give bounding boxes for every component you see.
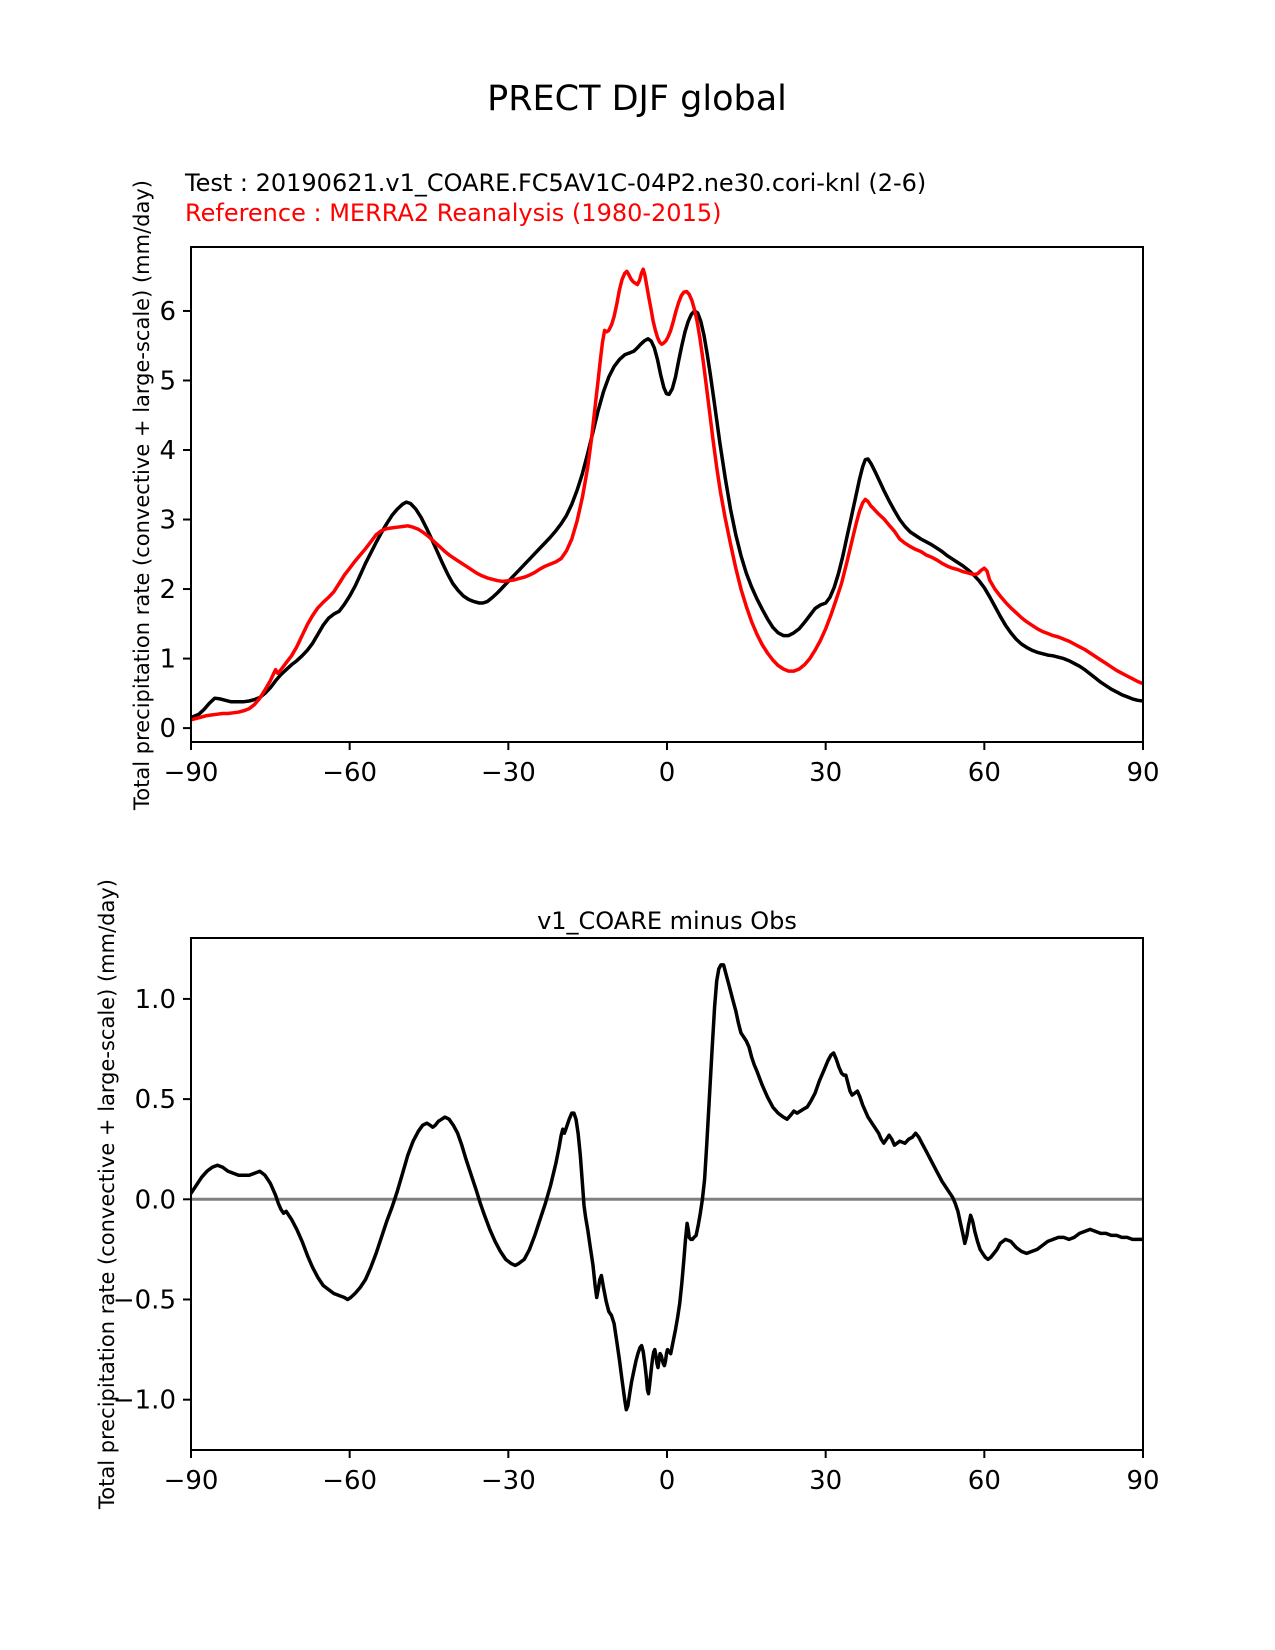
difference-curve (191, 965, 1143, 1410)
bottom-plot-x-tick-label: −90 (163, 1466, 219, 1496)
top-plot-x-tick-label: −90 (163, 758, 219, 788)
bottom-plot-x-tick-label: 0 (658, 1466, 676, 1496)
top-plot-x-tick-label: 30 (809, 758, 843, 788)
top-plot-y-tick-label: 1 (159, 644, 176, 675)
reference-curve (191, 269, 1143, 720)
main-title: PRECT DJF global (487, 79, 787, 119)
bottom-plot-y-axis-label: Total precipitation rate (convective + large-scale) (mm/day) (95, 879, 119, 1509)
bottom-plot-y-tick-label: 0.5 (134, 1085, 176, 1116)
top-plot-y-tick-label: 5 (159, 366, 176, 397)
reference-run-label: Reference : MERRA2 Reanalysis (1980-2015) (185, 199, 722, 227)
bottom-plot-y-tick-label: −0.5 (112, 1285, 176, 1316)
test-curve (191, 311, 1143, 718)
test-run-label: Test : 20190621.v1_COARE.FC5AV1C-04P2.ne30.cori-knl (2-6) (185, 169, 927, 197)
bottom-plot-x-tick-label: 30 (809, 1466, 843, 1496)
bottom-plot-x-tick-label: 90 (1126, 1466, 1160, 1496)
bottom-plot-x-tick-label: −30 (480, 1466, 536, 1496)
top-plot-x-tick-label: −30 (480, 758, 536, 788)
top-plot-x-tick-label: 90 (1126, 758, 1160, 788)
bottom-plot-y-tick-label: 1.0 (134, 984, 176, 1015)
top-plot-y-tick-label: 2 (159, 575, 176, 606)
bottom-plot-x-tick-label: −60 (322, 1466, 378, 1496)
top-plot-axes-frame (191, 247, 1143, 742)
top-plot-x-tick-label: −60 (322, 758, 378, 788)
bottom-plot-y-tick-label: −1.0 (112, 1385, 176, 1416)
top-plot-y-tick-label: 4 (159, 436, 176, 467)
top-plot-x-tick-label: 60 (967, 758, 1001, 788)
top-plot-y-tick-label: 3 (159, 505, 176, 536)
bottom-plot-y-tick-label: 0.0 (134, 1185, 176, 1216)
top-plot-y-tick-label: 0 (159, 714, 176, 745)
bottom-plot-title: v1_COARE minus Obs (537, 907, 797, 935)
top-plot-x-tick-label: 0 (658, 758, 676, 788)
top-plot-y-axis-label: Total precipitation rate (convective + large-scale) (mm/day) (130, 180, 154, 810)
bottom-plot-x-tick-label: 60 (967, 1466, 1001, 1496)
top-plot-y-tick-label: 6 (159, 296, 176, 327)
bottom-plot-axes-frame (191, 938, 1143, 1450)
